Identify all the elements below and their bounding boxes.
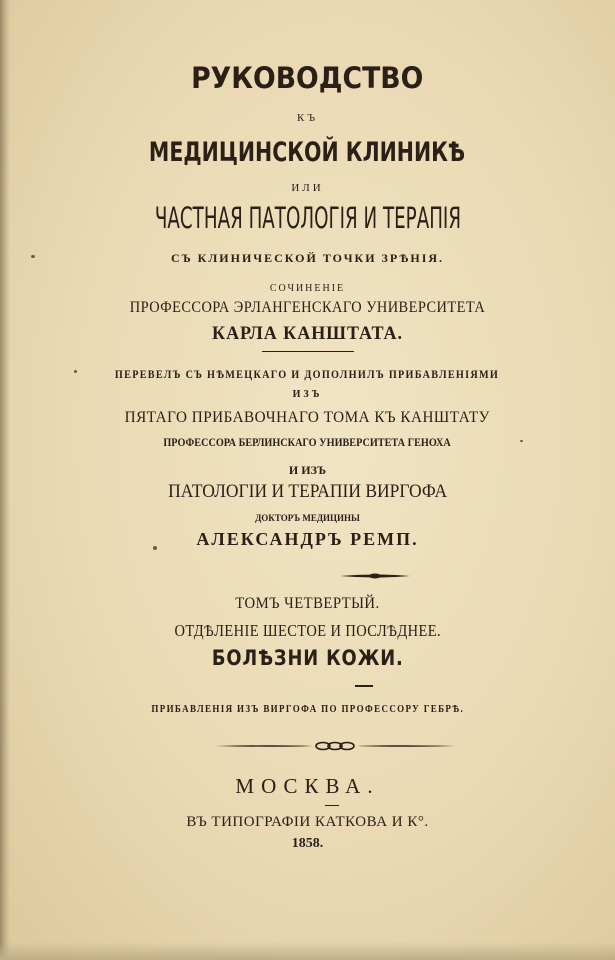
decorative-ornament	[215, 740, 455, 752]
divider-rule	[262, 351, 354, 352]
work-label: СОЧИНЕНІЕ	[269, 283, 346, 294]
book-title: РУКОВОДСТВО	[191, 61, 424, 95]
pathology-heading: ЧАСТНАЯ ПАТОЛОГІЯ И ТЕРАПІЯ	[154, 201, 461, 235]
author-name: КАРЛА КАНШТАТА.	[212, 323, 403, 344]
doctor-of-medicine-label: ДОКТОРЪ МЕДИЦИНЫ	[255, 513, 360, 523]
paper-blemish	[520, 440, 523, 442]
preposition-from: ИЗЪ	[292, 389, 323, 400]
virchow-line: ПАТОЛОГІИ И ТЕРАПІИ ВИРГОФА	[167, 481, 448, 502]
volume-line: ТОМЪ ЧЕТВЕРТЫЙ.	[235, 595, 380, 612]
paper-blemish	[74, 370, 77, 373]
translator-name: АЛЕКСАНДРЪ РЕМП.	[196, 529, 419, 549]
clinical-view-subtitle: СЪ КЛИНИЧЕСКОЙ ТОЧКИ ЗРѢНІЯ.	[170, 251, 445, 265]
small-ornament	[340, 572, 410, 580]
publication-year: 1858.	[291, 836, 324, 851]
professor-affiliation: ПРОФЕССОРА ЭРЛАНГЕНСКАГО УНИВЕРСИТЕТА	[129, 299, 486, 316]
fifth-volume-line: ПЯТАГО ПРИБАВОЧНАГО ТОМА КЪ КАНШТАТУ	[124, 409, 491, 426]
translated-by-line: ПЕРЕВЕЛЪ СЪ НѢМЕЦКАГО И ДОПОЛНИЛЪ ПРИБАВЛЕНІЯМИ	[115, 367, 500, 381]
berlin-professor-line: ПРОФЕССОРА БЕРЛИНСКАГО УНИВЕРСИТЕТА ГЕНОХА	[163, 435, 452, 449]
city-underline	[325, 805, 339, 806]
city-name: МОСКВА.	[235, 774, 380, 798]
conjunction-or: ИЛИ	[291, 182, 324, 194]
subject-skin-diseases: БОЛѢЗНИ КОЖИ.	[211, 646, 404, 670]
printer-line: ВЪ ТИПОГРАФІИ КАТКОВА И К°.	[186, 814, 429, 830]
paper-blemish	[31, 255, 35, 258]
paper-blemish	[153, 546, 157, 550]
short-dash	[355, 685, 373, 687]
additions-line: ПРИБАВЛЕНІЯ ИЗЪ ВИРГОФА ПО ПРОФЕССОРУ ГЕБРѢ.	[151, 704, 464, 715]
medical-clinic-heading: МЕДИЦИНСКОЙ КЛИНИКѢ	[149, 137, 466, 168]
preposition-to: КЪ	[296, 112, 319, 124]
section-line: ОТДѢЛЕНІЕ ШЕСТОЕ И ПОСЛѢДНЕЕ.	[174, 621, 441, 640]
page-bottom-edge	[0, 942, 615, 960]
and-from-line: И ИЗЪ	[288, 463, 327, 477]
